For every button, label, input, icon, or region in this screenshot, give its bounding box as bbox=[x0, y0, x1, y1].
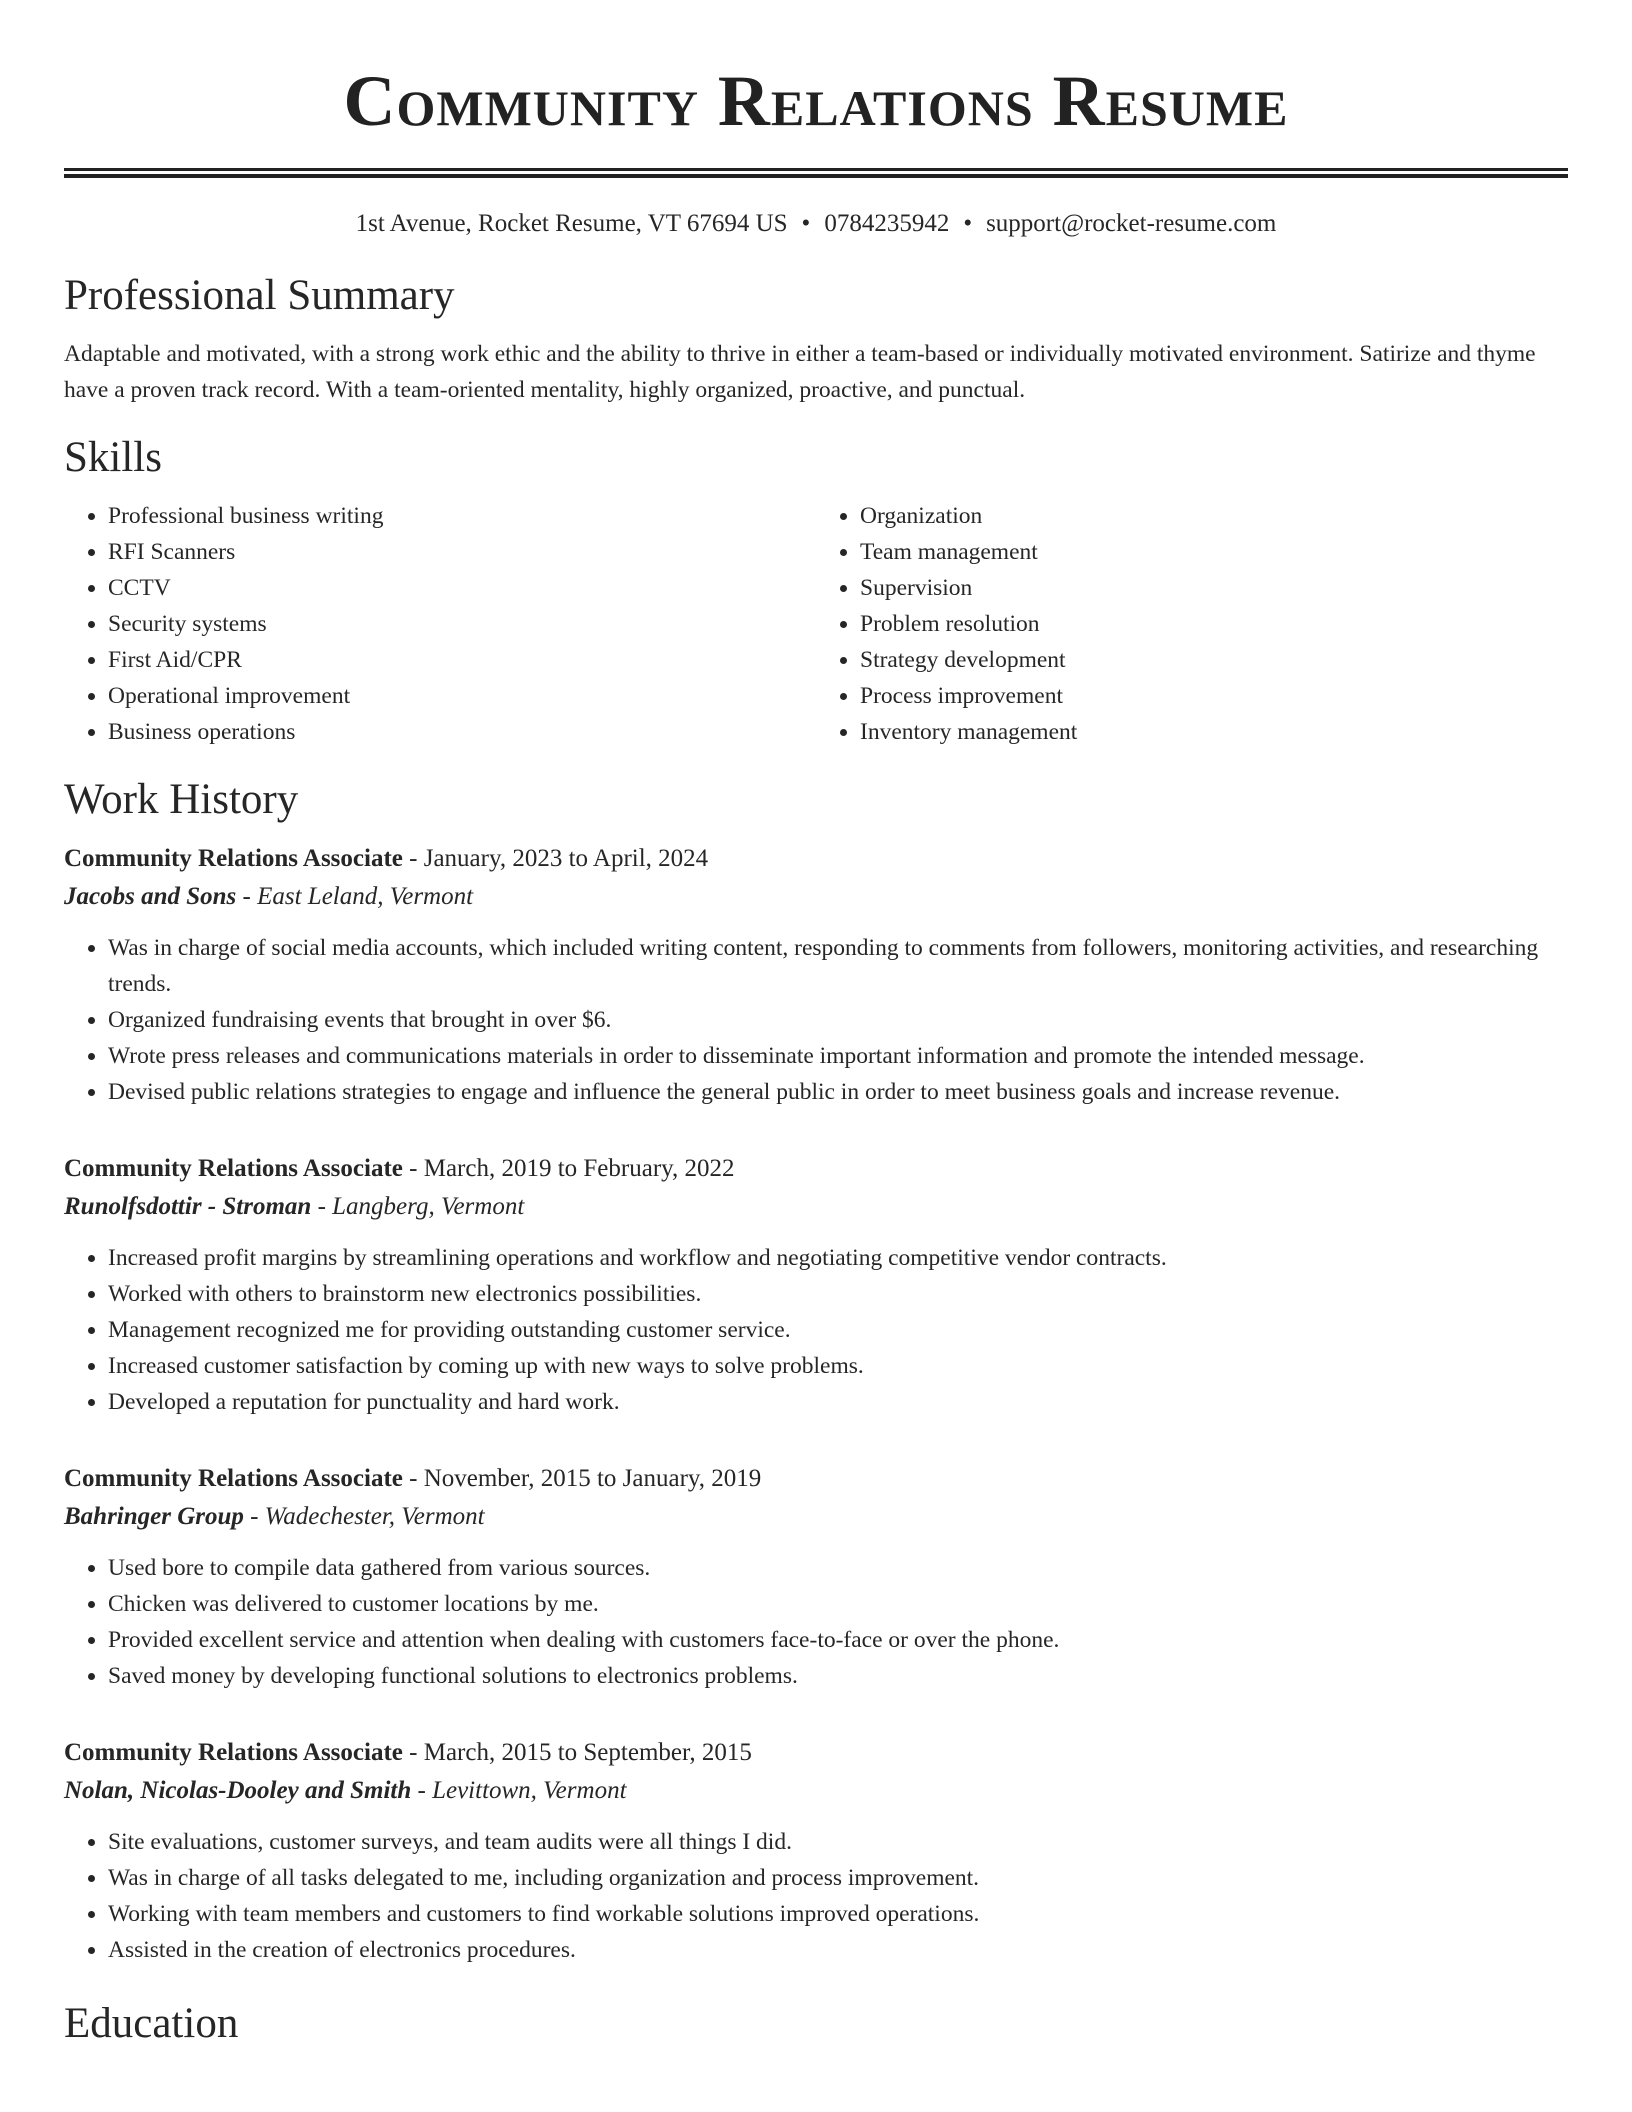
job-duty: • Devised public relations strategies to engage and influence the general public in order to meet business goals and increase revenue. bbox=[108, 1074, 1568, 1110]
job-duty: • Developed a reputation for punctuality and hard work. bbox=[108, 1384, 1568, 1420]
skill-item: • RFI Scanners bbox=[108, 534, 816, 570]
job-duty: • Was in charge of social media accounts, which included writing content, responding to comments from followers, monitoring activities, and researching trends. bbox=[108, 930, 1568, 1002]
job-duties bbox=[64, 1240, 1568, 1420]
job-duty: • Was in charge of all tasks delegated to me, including organization and process improvement. bbox=[108, 1860, 1568, 1896]
skill-item: • Problem resolution bbox=[860, 606, 1568, 642]
job-duty: • Wrote press releases and communications materials in order to disseminate important information and promote the intended message. bbox=[108, 1038, 1568, 1074]
summary-text: Adaptable and motivated, with a strong work ethic and the ability to thrive in either a team-based or individually motivated environment. Satirize and thyme have a proven track record. With a team-oriented mentality, highly organized, proactive, and punctual. bbox=[64, 341, 1536, 403]
job-entry bbox=[64, 840, 1568, 1110]
skills-column-left bbox=[64, 498, 816, 750]
education-heading: Education bbox=[64, 2000, 239, 2047]
contact-phone: 0784235942 bbox=[824, 210, 950, 237]
skill-item: • Team management bbox=[860, 534, 1568, 570]
skills-column-right bbox=[816, 498, 1568, 750]
job-company: Runolfsdottir - Stroman bbox=[64, 1193, 312, 1220]
contact-address: 1st Avenue, Rocket Resume, VT 67694 US bbox=[355, 210, 788, 237]
job-location: - Langberg, Vermont bbox=[311, 1193, 525, 1220]
job-role: Community Relations Associate bbox=[64, 1739, 403, 1766]
job-location: - Levittown, Vermont bbox=[411, 1777, 627, 1804]
skill-item: • Inventory management bbox=[860, 714, 1568, 750]
job-duty: • Site evaluations, customer surveys, and team audits were all things I did. bbox=[108, 1824, 1568, 1860]
job-employer bbox=[64, 1188, 1568, 1226]
job-duties bbox=[64, 1824, 1568, 1968]
job-dates: - March, 2019 to February, 2022 bbox=[402, 1155, 735, 1182]
job-entry bbox=[64, 1734, 1568, 1968]
job-header bbox=[64, 1734, 1568, 1772]
job-header bbox=[64, 840, 1568, 878]
job-duty: • Provided excellent service and attention when dealing with customers face-to-face or over the phone. bbox=[108, 1622, 1568, 1658]
job-company: Jacobs and Sons bbox=[64, 883, 237, 910]
job-duties bbox=[64, 1550, 1568, 1694]
job-duty: • Organized fundraising events that brought in over $6. bbox=[108, 1002, 1568, 1038]
job-duty: • Increased profit margins by streamlining operations and workflow and negotiating competitive vendor contracts. bbox=[108, 1240, 1568, 1276]
contact-separator: • bbox=[801, 210, 811, 237]
job-duty: • Increased customer satisfaction by coming up with new ways to solve problems. bbox=[108, 1348, 1568, 1384]
skill-item: • Security systems bbox=[108, 606, 816, 642]
job-entry bbox=[64, 1460, 1568, 1694]
job-employer bbox=[64, 1498, 1568, 1536]
title-divider bbox=[64, 168, 1568, 178]
job-role: Community Relations Associate bbox=[64, 845, 403, 872]
skill-item: • Business operations bbox=[108, 714, 816, 750]
job-employer bbox=[64, 1772, 1568, 1810]
skills-heading: Skills bbox=[64, 434, 162, 481]
skill-item: • Organization bbox=[860, 498, 1568, 534]
skill-item: • Process improvement bbox=[860, 678, 1568, 714]
skill-item: • Operational improvement bbox=[108, 678, 816, 714]
job-role: Community Relations Associate bbox=[64, 1155, 403, 1182]
skill-item: • Professional business writing bbox=[108, 498, 816, 534]
job-header bbox=[64, 1460, 1568, 1498]
skill-item: • First Aid/CPR bbox=[108, 642, 816, 678]
skill-item: • Supervision bbox=[860, 570, 1568, 606]
job-dates: - March, 2015 to September, 2015 bbox=[402, 1739, 752, 1766]
work-history-heading: Work History bbox=[64, 776, 299, 823]
contact-separator: • bbox=[963, 210, 973, 237]
job-duties bbox=[64, 930, 1568, 1110]
summary-heading: Professional Summary bbox=[64, 272, 455, 319]
job-duty: • Worked with others to brainstorm new electronics possibilities. bbox=[108, 1276, 1568, 1312]
job-company: Bahringer Group bbox=[64, 1503, 244, 1530]
skills-list bbox=[64, 498, 1568, 750]
skill-item: • CCTV bbox=[108, 570, 816, 606]
job-duty: • Management recognized me for providing outstanding customer service. bbox=[108, 1312, 1568, 1348]
job-duty: • Working with team members and customers to find workable solutions improved operations. bbox=[108, 1896, 1568, 1932]
contact-email: support@rocket-resume.com bbox=[986, 210, 1277, 237]
page-title: Community Relations Resume bbox=[343, 61, 1289, 141]
skill-item: • Strategy development bbox=[860, 642, 1568, 678]
job-location: - Wadechester, Vermont bbox=[243, 1503, 485, 1530]
job-entry bbox=[64, 1150, 1568, 1420]
job-duty: • Used bore to compile data gathered from various sources. bbox=[108, 1550, 1568, 1586]
job-role: Community Relations Associate bbox=[64, 1465, 403, 1492]
job-header bbox=[64, 1150, 1568, 1188]
job-duty: • Chicken was delivered to customer locations by me. bbox=[108, 1586, 1568, 1622]
job-company: Nolan, Nicolas-Dooley and Smith bbox=[64, 1777, 412, 1804]
job-employer bbox=[64, 878, 1568, 916]
job-dates: - November, 2015 to January, 2019 bbox=[402, 1465, 762, 1492]
job-duty: • Assisted in the creation of electronics procedures. bbox=[108, 1932, 1568, 1968]
job-dates: - January, 2023 to April, 2024 bbox=[402, 845, 709, 872]
contact-line bbox=[64, 206, 1568, 242]
job-duty: • Saved money by developing functional solutions to electronics problems. bbox=[108, 1658, 1568, 1694]
job-location: - East Leland, Vermont bbox=[236, 883, 474, 910]
